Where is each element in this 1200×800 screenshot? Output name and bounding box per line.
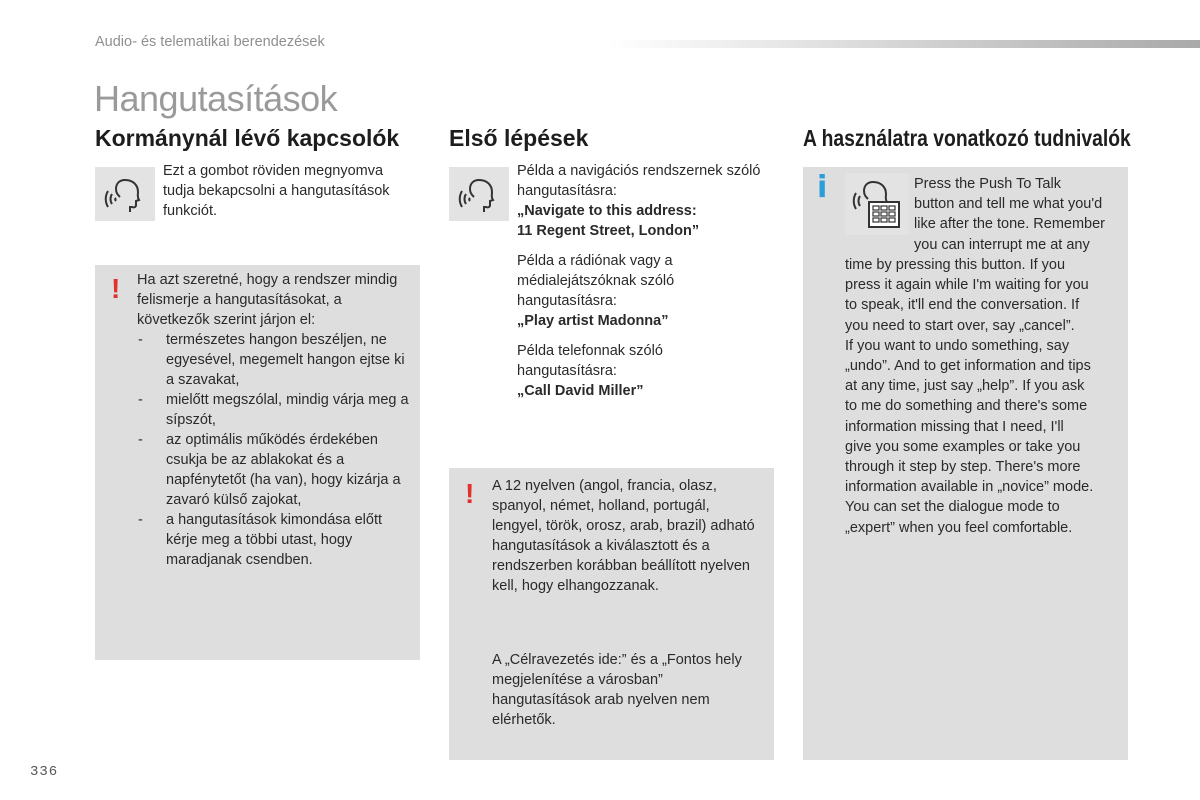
col1-title: Kormánynál lévő kapcsolók xyxy=(95,125,400,151)
example-command: „Call David Miller” xyxy=(517,383,644,399)
list-item: - az optimális működés érdekében csukja be az ablakokat és a napfénytetőt (ha van), hogy kizárja a zavaró külső zajokat, xyxy=(137,430,411,510)
warning-icon: ! xyxy=(465,478,475,509)
col3-title: A használatra vonatkozó tudnivalók xyxy=(803,125,1131,151)
example-intro: Példa a navigációs rendszernek szóló hangutasításra: xyxy=(517,163,761,199)
info-line: information available in „novice” mode. xyxy=(845,479,1094,496)
list-item: - természetes hangon beszéljen, ne egyesével, megemelt hangon ejtse ki a szavakat, xyxy=(137,330,411,390)
col3-info-text-top xyxy=(914,174,1124,255)
col3-info-text-bottom xyxy=(845,255,1125,538)
col2-warning-text1: A 12 nyelven (angol, francia, olasz, spanyol, német, holland, portugál, lengyel, török, orosz, arab, brazil) adható hangutasítások a kiválasztott és a rendszerben korábban beállított nyelven kell, hogy elhangozzanak. xyxy=(492,478,755,594)
info-line: you can interrupt me at any xyxy=(914,236,1090,253)
voice-command-icon xyxy=(449,167,509,221)
col2-title: Első lépések xyxy=(449,125,589,151)
info-line: „expert” when you feel comfortable. xyxy=(845,519,1073,536)
header-bar xyxy=(608,40,1200,48)
warning-icon: ! xyxy=(111,273,121,304)
page-number: 336 xyxy=(30,764,59,780)
col3-info-box xyxy=(803,167,1128,760)
info-icon: i xyxy=(817,170,828,205)
info-line: to speak, it'll end the conversation. If xyxy=(845,297,1080,314)
col2-warning-box xyxy=(449,468,774,760)
col1-warning-intro: Ha azt szeretné, hogy a rendszer mindig felismerje a hangutasításokat, a következők szerint járjon el: xyxy=(137,272,398,328)
example-command: „Navigate to this address: xyxy=(517,203,697,219)
info-line: Press the Push To Talk xyxy=(914,176,1061,192)
info-line: „undo”. And to get information and tips xyxy=(845,358,1091,375)
example-intro: Példa telefonnak szóló hangutasításra: xyxy=(517,343,663,379)
info-line: like after the tone. Remember xyxy=(914,216,1106,233)
info-line: to me do something and there's some xyxy=(845,398,1088,415)
example-command: 11 Regent Street, London” xyxy=(517,223,700,239)
voice-keypad-icon xyxy=(845,173,909,235)
example-intro: Példa a rádiónak vagy a médialejátszóknak szóló hangutasításra: xyxy=(517,253,675,309)
col2-example-nav xyxy=(517,161,767,241)
col1-warning-list xyxy=(137,330,411,570)
col1-warning-text xyxy=(137,270,411,570)
page-title: Hangutasítások xyxy=(94,78,338,119)
example-command: „Play artist Madonna” xyxy=(517,313,669,329)
info-line: give you some examples or take you xyxy=(845,438,1081,455)
info-line: you need to start over, say „cancel”. xyxy=(845,317,1075,334)
info-line: If you want to undo something, say xyxy=(845,337,1070,354)
info-line: time by pressing this button. If you xyxy=(845,257,1066,273)
info-line: button and tell me what you'd xyxy=(914,196,1103,213)
section-header: Audio- és telematikai berendezések xyxy=(95,34,325,50)
voice-command-icon xyxy=(95,167,155,221)
info-line: press it again while I'm waiting for you xyxy=(845,277,1089,294)
col1-icon-text: Ezt a gombot röviden megnyomva tudja bekapcsolni a hangutasítások funkciót. xyxy=(163,163,390,219)
list-item: - a hangutasítások kimondása előtt kérje meg a többi utast, hogy maradjanak csendben. xyxy=(137,510,411,570)
col2-example-radio xyxy=(517,251,717,331)
list-item: - mielőtt megszólal, mindig várja meg a sípszót, xyxy=(137,390,411,430)
info-line: at any time, just say „help”. If you ask xyxy=(845,378,1085,395)
info-line: through it step by step. There's more xyxy=(845,459,1081,476)
col2-example-phone xyxy=(517,341,697,401)
info-line: information missing that I need, I'll xyxy=(845,418,1064,435)
col2-warning-text2: A „Célravezetés ide:” és a „Fontos hely megjelenítése a városban” hangutasítások arab nyelven nem elérhetők. xyxy=(492,652,742,728)
col1-warning-box xyxy=(95,265,420,660)
info-line: You can set the dialogue mode to xyxy=(845,499,1060,516)
